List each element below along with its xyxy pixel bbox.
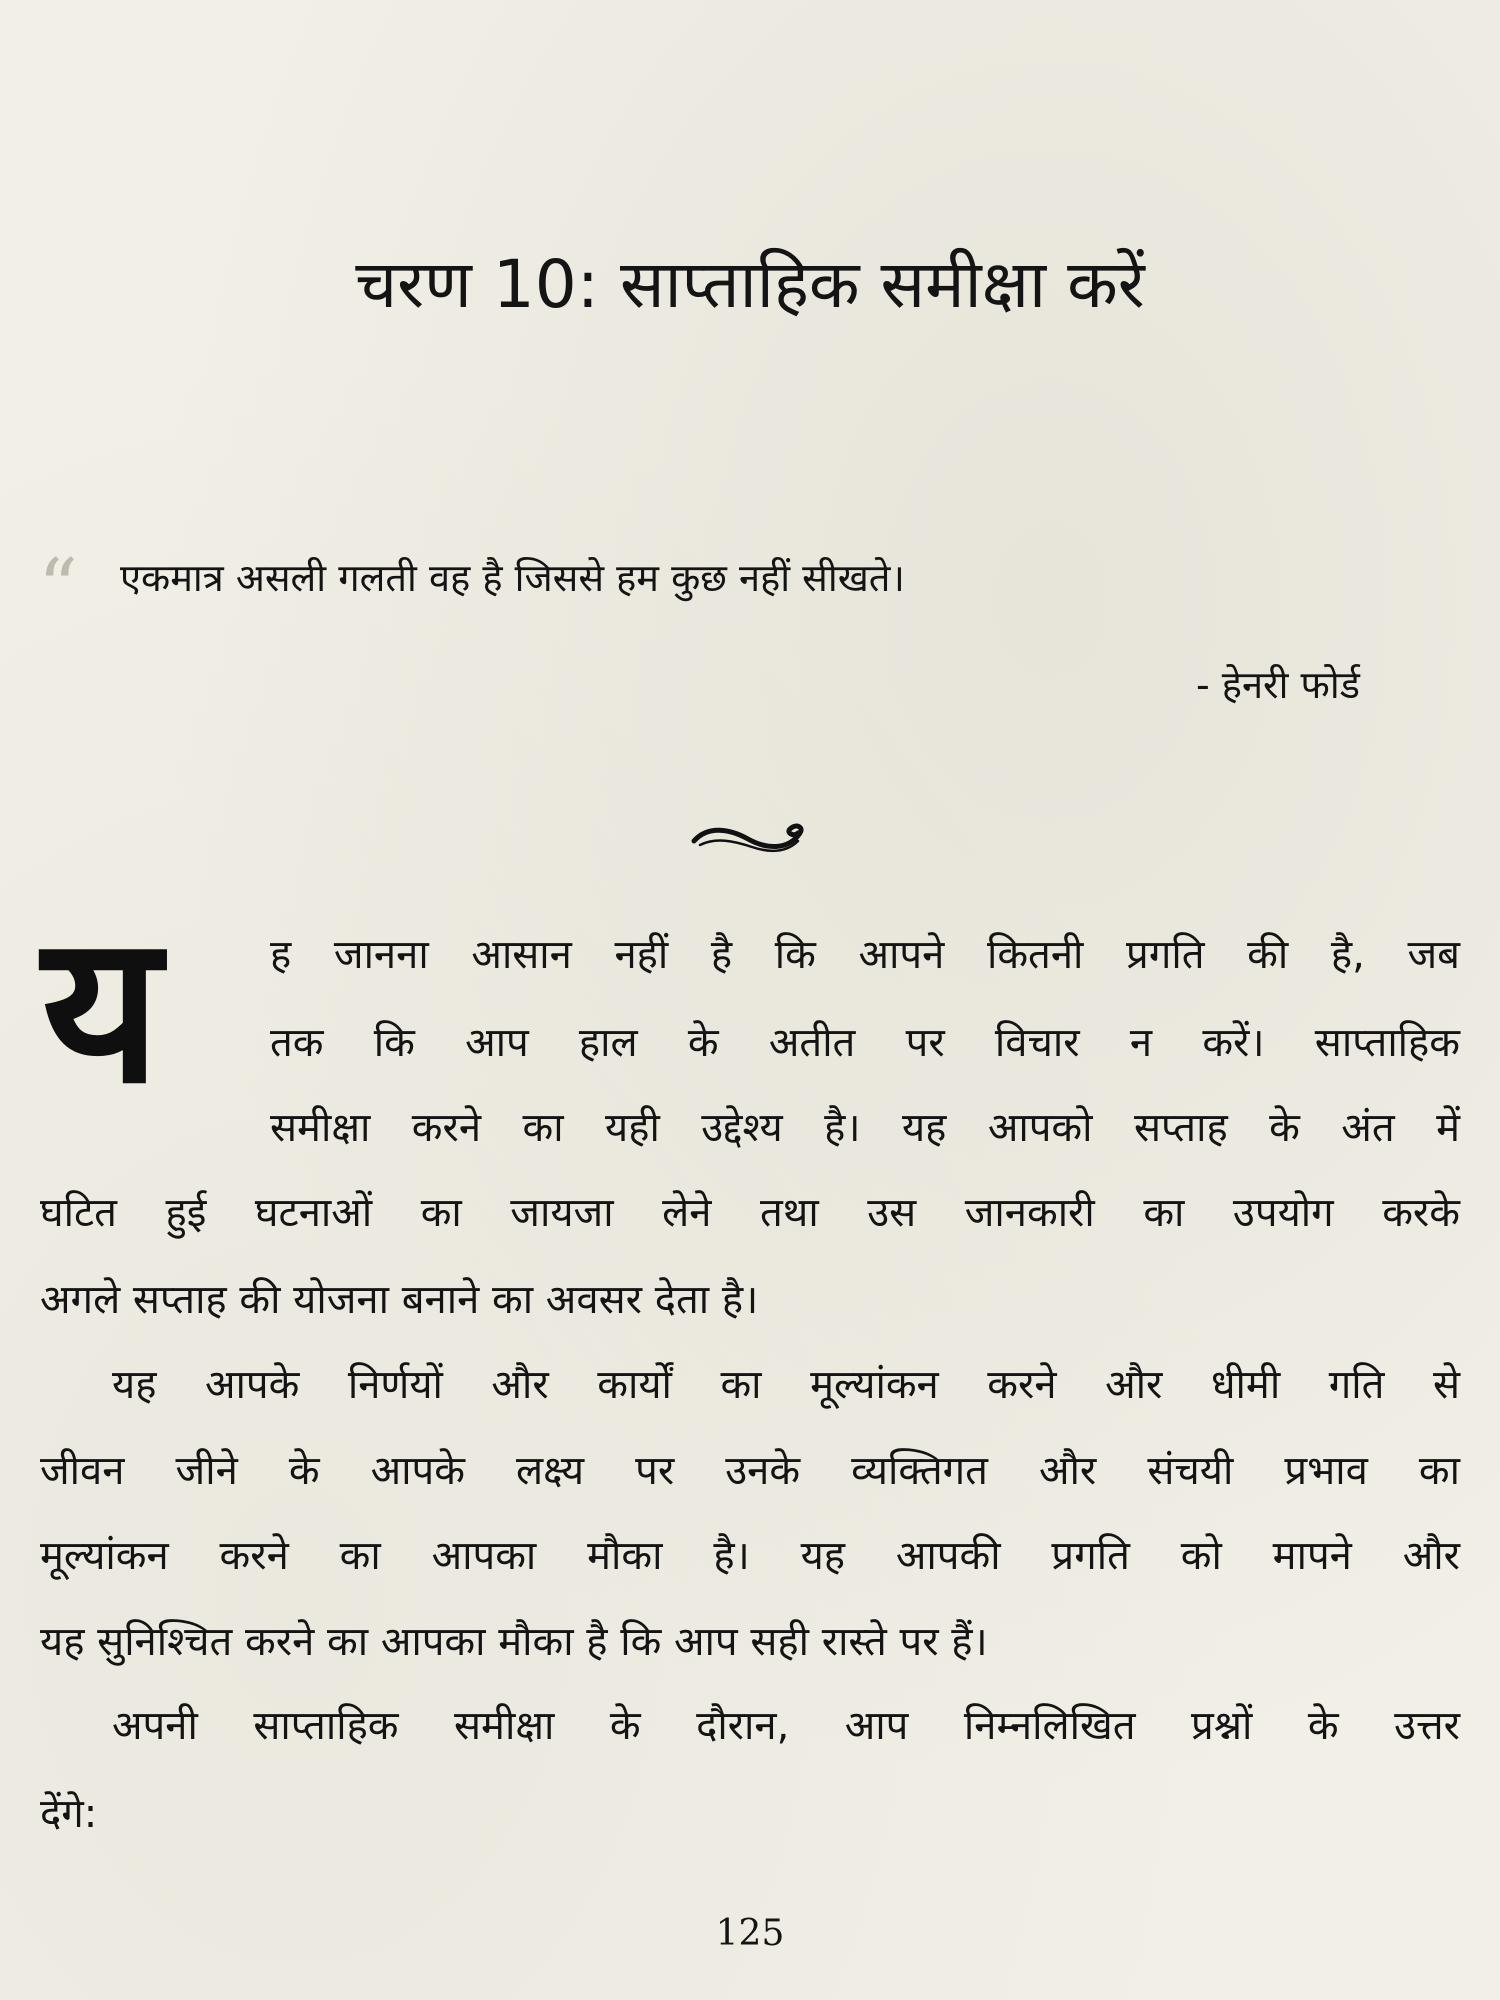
paragraph-2-line: मूल्यांकन करने का आपका मौका है। यह आपकी प्रगति को मापने और	[40, 1533, 1460, 1579]
epigraph-author: - हेनरी फोर्ड	[1196, 663, 1360, 707]
paragraph-2-line: यह सुनिश्चित करने का आपका मौका है कि आप सही रास्ते पर हैं।	[40, 1619, 988, 1665]
quote-mark: “	[38, 543, 78, 633]
paragraph-1-line: अगले सप्ताह की योजना बनाने का अवसर देता है।	[40, 1277, 759, 1323]
paragraph-1-line: समीक्षा करने का यही उद्देश्य है। यह आपको सप्ताह के अंत में	[270, 1105, 1460, 1151]
paragraph-2-line: जीवन जीने के आपके लक्ष्य पर उनके व्यक्तिगत और संचयी प्रभाव का	[40, 1448, 1460, 1494]
paragraph-3-line: अपनी साप्ताहिक समीक्षा के दौरान, आप निम्नलिखित प्रश्नों के उत्तर	[112, 1703, 1460, 1749]
paragraph-3-line: देंगे:	[40, 1791, 98, 1837]
paragraph-1-line: तक कि आप हाल के अतीत पर विचार न करें। साप्ताहिक	[270, 1020, 1460, 1066]
drop-cap: य	[42, 891, 161, 1129]
epigraph-quote: एकमात्र असली गलती वह है जिससे हम कुछ नहीं सीखते।	[120, 556, 905, 600]
paragraph-2-line: यह आपके निर्णयों और कार्यों का मूल्यांकन करने और धीमी गति से	[112, 1362, 1460, 1408]
paragraph-1-line: ह जानना आसान नहीं है कि आपने कितनी प्रगति की है, जब	[270, 932, 1460, 978]
swirl-ornament-icon	[690, 815, 810, 859]
paragraph-1-line: घटित हुई घटनाओं का जायजा लेने तथा उस जानकारी का उपयोग करके	[40, 1190, 1460, 1236]
chapter-title: चरण 10: साप्ताहिक समीक्षा करें	[355, 246, 1145, 323]
page-number: 125	[715, 1913, 785, 1954]
